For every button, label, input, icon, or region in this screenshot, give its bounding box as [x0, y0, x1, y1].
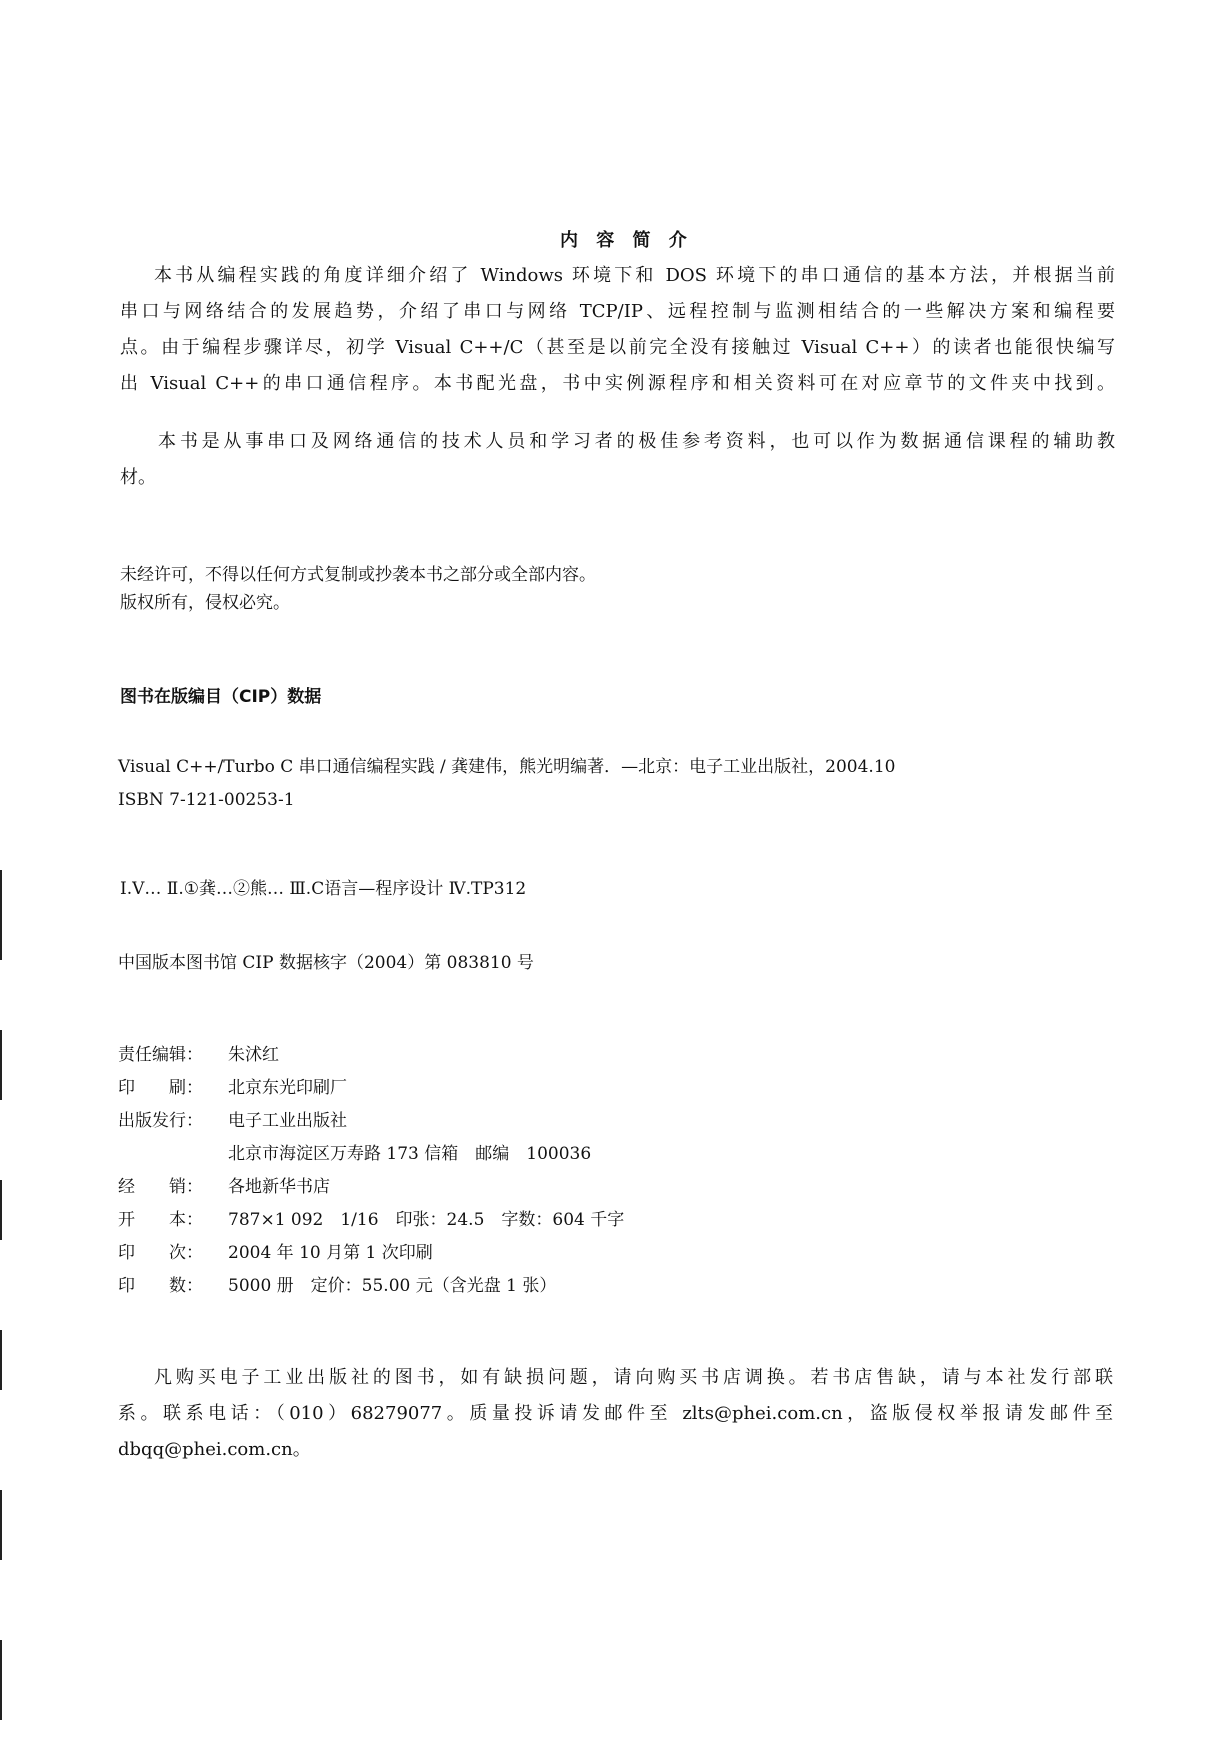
- colophon-label: 出版发行：: [118, 1111, 203, 1131]
- colophon-value: 电子工业出版社: [228, 1111, 347, 1131]
- colophon-label: 责任编辑：: [118, 1045, 203, 1065]
- summary-paragraph-2: [120, 424, 1115, 496]
- scan-mark: [0, 1180, 2, 1240]
- scan-mark: [0, 1640, 2, 1720]
- colophon-value: 787×1 092 1/16 印张：24.5 字数：604 千字: [228, 1210, 625, 1230]
- colophon-row: [118, 1139, 591, 1164]
- colophon-value: 北京市海淀区万寿路 173 信箱 邮编 100036: [228, 1144, 592, 1164]
- colophon-row: [118, 1238, 433, 1263]
- scan-mark: [0, 1330, 2, 1390]
- scan-mark: [0, 870, 2, 960]
- cip-entry: Visual C++/Turbo C 串口通信编程实践 / 龚建伟，熊光明编著．—北京：电子工业出版社，2004.10: [118, 757, 896, 777]
- colophon-label: 经 销：: [118, 1177, 203, 1197]
- colophon-label: 印 刷：: [118, 1078, 203, 1098]
- copyright-notice-line: 版权所有，侵权必究。: [120, 593, 290, 613]
- colophon-row: [118, 1106, 347, 1131]
- summary-line: 材。: [120, 467, 156, 488]
- cip-record-number: 中国版本图书馆 CIP 数据核字（2004）第 083810 号: [118, 953, 534, 973]
- summary-line: 本书从编程实践的角度详细介绍了 Windows 环境下和 DOS 环境下的串口通信的基本方法，并根据当前: [154, 265, 1115, 286]
- summary-line: 本书是从事串口及网络通信的技术人员和学习者的极佳参考资料，也可以作为数据通信课程的辅助教: [158, 431, 1115, 452]
- summary-line: 出 Visual C++的串口通信程序。本书配光盘，书中实例源程序和相关资料可在对应章节的文件夹中找到。: [120, 373, 1115, 394]
- scan-mark: [0, 1490, 2, 1560]
- colophon-row: [118, 1271, 556, 1296]
- colophon-label: 印 次：: [118, 1243, 203, 1263]
- cip-title: 图书在版编目（CIP）数据: [120, 687, 322, 707]
- colophon-value: 各地新华书店: [228, 1177, 330, 1197]
- cip-isbn: ISBN 7-121-00253-1: [118, 790, 295, 810]
- colophon-value: 2004 年 10 月第 1 次印刷: [228, 1243, 433, 1263]
- summary-line: 点。由于编程步骤详尽，初学 Visual C++/C（甚至是以前完全没有接触过 Visual C++）的读者也能很快编写: [120, 337, 1115, 358]
- summary-heading: 内 容 简 介: [560, 230, 693, 251]
- colophon-label: 印 数：: [118, 1276, 203, 1296]
- notice-line: 凡购买电子工业出版社的图书，如有缺损问题，请向购买书店调换。若书店售缺，请与本社发行部联: [154, 1367, 1113, 1388]
- summary-line: 串口与网络结合的发展趋势，介绍了串口与网络 TCP/IP、远程控制与监测相结合的一些解决方案和编程要: [120, 301, 1115, 322]
- colophon-value: 北京东光印刷厂: [228, 1078, 347, 1098]
- copyright-notice-line: 未经许可，不得以任何方式复制或抄袭本书之部分或全部内容。: [120, 565, 596, 585]
- summary-paragraph-1: [120, 258, 1115, 402]
- notice-line: 系。联系电话：（010）68279077。质量投诉请发邮件至 zlts@phei.com.cn，盗版侵权举报请发邮件至: [118, 1403, 1113, 1424]
- notice-line: dbqq@phei.com.cn。: [118, 1439, 311, 1460]
- colophon-value: 5000 册 定价：55.00 元（含光盘 1 张）: [228, 1276, 557, 1296]
- colophon-value: 朱沭红: [228, 1045, 279, 1065]
- colophon-label: 开 本：: [118, 1210, 203, 1230]
- purchase-notice: [118, 1360, 1113, 1468]
- colophon-row: [118, 1172, 330, 1197]
- colophon-row: [118, 1205, 624, 1230]
- colophon-row: [118, 1073, 347, 1098]
- cip-classification: Ⅰ.V… Ⅱ.①龚…②熊… Ⅲ.C语言—程序设计 Ⅳ.TP312: [120, 879, 527, 899]
- colophon-row: [118, 1040, 279, 1065]
- scan-mark: [0, 1030, 2, 1100]
